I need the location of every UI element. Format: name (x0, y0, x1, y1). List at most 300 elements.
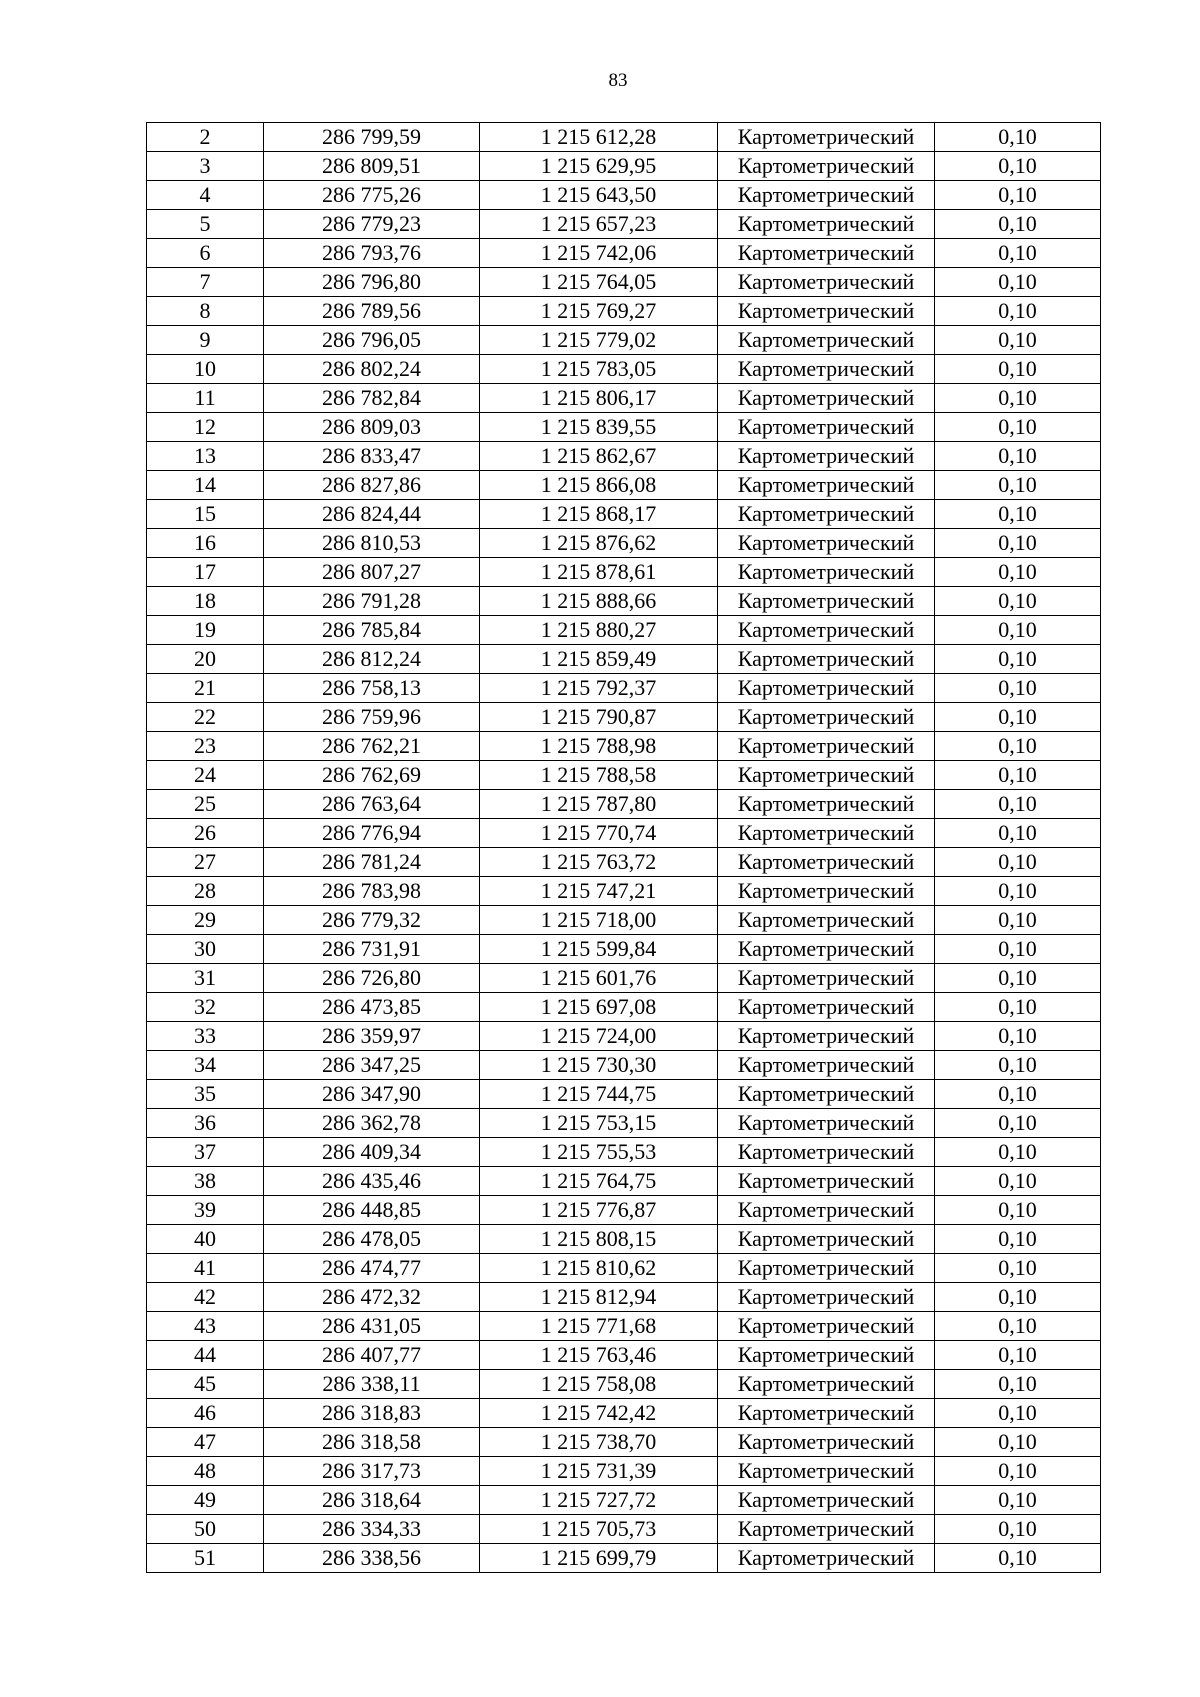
accuracy-cell: 0,10 (935, 790, 1101, 819)
x-coordinate-cell: 286 762,69 (264, 761, 480, 790)
method-cell: Картометрический (718, 1486, 935, 1515)
table-row (147, 297, 1101, 326)
point-number-cell: 38 (147, 1167, 264, 1196)
x-coordinate-cell: 286 779,32 (264, 906, 480, 935)
method-cell: Картометрический (718, 1428, 935, 1457)
method-cell: Картометрический (718, 1109, 935, 1138)
y-coordinate-cell: 1 215 705,73 (480, 1515, 718, 1544)
accuracy-cell: 0,10 (935, 152, 1101, 181)
table-row (147, 500, 1101, 529)
x-coordinate-cell: 286 472,32 (264, 1283, 480, 1312)
method-cell: Картометрический (718, 1225, 935, 1254)
x-coordinate-cell: 286 318,64 (264, 1486, 480, 1515)
table-row (147, 877, 1101, 906)
y-coordinate-cell: 1 215 730,30 (480, 1051, 718, 1080)
accuracy-cell: 0,10 (935, 384, 1101, 413)
y-coordinate-cell: 1 215 601,76 (480, 964, 718, 993)
table-row (147, 703, 1101, 732)
accuracy-cell: 0,10 (935, 1486, 1101, 1515)
method-cell: Картометрический (718, 442, 935, 471)
method-cell: Картометрический (718, 732, 935, 761)
x-coordinate-cell: 286 783,98 (264, 877, 480, 906)
accuracy-cell: 0,10 (935, 1225, 1101, 1254)
table-row (147, 210, 1101, 239)
accuracy-cell: 0,10 (935, 674, 1101, 703)
accuracy-cell: 0,10 (935, 587, 1101, 616)
x-coordinate-cell: 286 407,77 (264, 1341, 480, 1370)
method-cell: Картометрический (718, 558, 935, 587)
point-number-cell: 17 (147, 558, 264, 587)
accuracy-cell: 0,10 (935, 1312, 1101, 1341)
y-coordinate-cell: 1 215 763,72 (480, 848, 718, 877)
method-cell: Картометрический (718, 587, 935, 616)
point-number-cell: 47 (147, 1428, 264, 1457)
method-cell: Картометрический (718, 1051, 935, 1080)
point-number-cell: 6 (147, 239, 264, 268)
x-coordinate-cell: 286 796,80 (264, 268, 480, 297)
method-cell: Картометрический (718, 1312, 935, 1341)
accuracy-cell: 0,10 (935, 210, 1101, 239)
accuracy-cell: 0,10 (935, 819, 1101, 848)
x-coordinate-cell: 286 809,51 (264, 152, 480, 181)
method-cell: Картометрический (718, 500, 935, 529)
point-number-cell: 31 (147, 964, 264, 993)
method-cell: Картометрический (718, 1283, 935, 1312)
y-coordinate-cell: 1 215 643,50 (480, 181, 718, 210)
table-row (147, 1109, 1101, 1138)
x-coordinate-cell: 286 791,28 (264, 587, 480, 616)
method-cell: Картометрический (718, 326, 935, 355)
table-row (147, 1022, 1101, 1051)
table-row (147, 674, 1101, 703)
accuracy-cell: 0,10 (935, 732, 1101, 761)
y-coordinate-cell: 1 215 657,23 (480, 210, 718, 239)
x-coordinate-cell: 286 776,94 (264, 819, 480, 848)
accuracy-cell: 0,10 (935, 1080, 1101, 1109)
x-coordinate-cell: 286 789,56 (264, 297, 480, 326)
x-coordinate-cell: 286 762,21 (264, 732, 480, 761)
method-cell: Картометрический (718, 1196, 935, 1225)
point-number-cell: 32 (147, 993, 264, 1022)
y-coordinate-cell: 1 215 738,70 (480, 1428, 718, 1457)
accuracy-cell: 0,10 (935, 1544, 1101, 1573)
point-number-cell: 42 (147, 1283, 264, 1312)
y-coordinate-cell: 1 215 779,02 (480, 326, 718, 355)
x-coordinate-cell: 286 731,91 (264, 935, 480, 964)
accuracy-cell: 0,10 (935, 1196, 1101, 1225)
method-cell: Картометрический (718, 674, 935, 703)
point-number-cell: 10 (147, 355, 264, 384)
method-cell: Картометрический (718, 935, 935, 964)
x-coordinate-cell: 286 359,97 (264, 1022, 480, 1051)
table-row (147, 384, 1101, 413)
y-coordinate-cell: 1 215 769,27 (480, 297, 718, 326)
method-cell: Картометрический (718, 877, 935, 906)
x-coordinate-cell: 286 431,05 (264, 1312, 480, 1341)
table-row (147, 1167, 1101, 1196)
point-number-cell: 5 (147, 210, 264, 239)
accuracy-cell: 0,10 (935, 239, 1101, 268)
table-row (147, 1486, 1101, 1515)
point-number-cell: 27 (147, 848, 264, 877)
y-coordinate-cell: 1 215 697,08 (480, 993, 718, 1022)
table-row (147, 1341, 1101, 1370)
y-coordinate-cell: 1 215 699,79 (480, 1544, 718, 1573)
table-row (147, 152, 1101, 181)
y-coordinate-cell: 1 215 880,27 (480, 616, 718, 645)
table-row (147, 790, 1101, 819)
point-number-cell: 48 (147, 1457, 264, 1486)
point-number-cell: 19 (147, 616, 264, 645)
method-cell: Картометрический (718, 1341, 935, 1370)
method-cell: Картометрический (718, 616, 935, 645)
accuracy-cell: 0,10 (935, 1457, 1101, 1486)
y-coordinate-cell: 1 215 764,75 (480, 1167, 718, 1196)
point-number-cell: 12 (147, 413, 264, 442)
y-coordinate-cell: 1 215 742,42 (480, 1399, 718, 1428)
x-coordinate-cell: 286 799,59 (264, 123, 480, 152)
point-number-cell: 18 (147, 587, 264, 616)
accuracy-cell: 0,10 (935, 1399, 1101, 1428)
point-number-cell: 35 (147, 1080, 264, 1109)
y-coordinate-cell: 1 215 755,53 (480, 1138, 718, 1167)
point-number-cell: 33 (147, 1022, 264, 1051)
accuracy-cell: 0,10 (935, 1138, 1101, 1167)
accuracy-cell: 0,10 (935, 442, 1101, 471)
x-coordinate-cell: 286 807,27 (264, 558, 480, 587)
x-coordinate-cell: 286 318,83 (264, 1399, 480, 1428)
y-coordinate-cell: 1 215 776,87 (480, 1196, 718, 1225)
accuracy-cell: 0,10 (935, 1283, 1101, 1312)
y-coordinate-cell: 1 215 868,17 (480, 500, 718, 529)
method-cell: Картометрический (718, 1138, 935, 1167)
x-coordinate-cell: 286 802,24 (264, 355, 480, 384)
table-row (147, 848, 1101, 877)
point-number-cell: 30 (147, 935, 264, 964)
y-coordinate-cell: 1 215 783,05 (480, 355, 718, 384)
accuracy-cell: 0,10 (935, 935, 1101, 964)
x-coordinate-cell: 286 781,24 (264, 848, 480, 877)
table-row (147, 558, 1101, 587)
method-cell: Картометрический (718, 819, 935, 848)
table-row (147, 471, 1101, 500)
method-cell: Картометрический (718, 239, 935, 268)
point-number-cell: 44 (147, 1341, 264, 1370)
x-coordinate-cell: 286 362,78 (264, 1109, 480, 1138)
y-coordinate-cell: 1 215 758,08 (480, 1370, 718, 1399)
point-number-cell: 3 (147, 152, 264, 181)
method-cell: Картометрический (718, 761, 935, 790)
accuracy-cell: 0,10 (935, 616, 1101, 645)
point-number-cell: 11 (147, 384, 264, 413)
y-coordinate-cell: 1 215 742,06 (480, 239, 718, 268)
point-number-cell: 49 (147, 1486, 264, 1515)
table-row (147, 442, 1101, 471)
method-cell: Картометрический (718, 384, 935, 413)
accuracy-cell: 0,10 (935, 471, 1101, 500)
table-row (147, 1312, 1101, 1341)
y-coordinate-cell: 1 215 744,75 (480, 1080, 718, 1109)
table-row (147, 616, 1101, 645)
table-row (147, 1080, 1101, 1109)
y-coordinate-cell: 1 215 808,15 (480, 1225, 718, 1254)
y-coordinate-cell: 1 215 764,05 (480, 268, 718, 297)
method-cell: Картометрический (718, 471, 935, 500)
x-coordinate-cell: 286 435,46 (264, 1167, 480, 1196)
accuracy-cell: 0,10 (935, 326, 1101, 355)
point-number-cell: 51 (147, 1544, 264, 1573)
accuracy-cell: 0,10 (935, 1341, 1101, 1370)
method-cell: Картометрический (718, 993, 935, 1022)
x-coordinate-cell: 286 782,84 (264, 384, 480, 413)
accuracy-cell: 0,10 (935, 993, 1101, 1022)
accuracy-cell: 0,10 (935, 877, 1101, 906)
point-number-cell: 8 (147, 297, 264, 326)
accuracy-cell: 0,10 (935, 529, 1101, 558)
y-coordinate-cell: 1 215 806,17 (480, 384, 718, 413)
table-row (147, 239, 1101, 268)
point-number-cell: 4 (147, 181, 264, 210)
method-cell: Картометрический (718, 355, 935, 384)
point-number-cell: 39 (147, 1196, 264, 1225)
point-number-cell: 25 (147, 790, 264, 819)
table-row (147, 326, 1101, 355)
point-number-cell: 26 (147, 819, 264, 848)
accuracy-cell: 0,10 (935, 848, 1101, 877)
method-cell: Картометрический (718, 152, 935, 181)
accuracy-cell: 0,10 (935, 906, 1101, 935)
method-cell: Картометрический (718, 906, 935, 935)
point-number-cell: 21 (147, 674, 264, 703)
method-cell: Картометрический (718, 1515, 935, 1544)
y-coordinate-cell: 1 215 770,74 (480, 819, 718, 848)
point-number-cell: 23 (147, 732, 264, 761)
x-coordinate-cell: 286 347,25 (264, 1051, 480, 1080)
x-coordinate-cell: 286 448,85 (264, 1196, 480, 1225)
point-number-cell: 45 (147, 1370, 264, 1399)
table-row (147, 645, 1101, 674)
x-coordinate-cell: 286 317,73 (264, 1457, 480, 1486)
table-row (147, 1283, 1101, 1312)
y-coordinate-cell: 1 215 878,61 (480, 558, 718, 587)
table-row (147, 268, 1101, 297)
table-row (147, 1196, 1101, 1225)
x-coordinate-cell: 286 785,84 (264, 616, 480, 645)
method-cell: Картометрический (718, 703, 935, 732)
point-number-cell: 41 (147, 1254, 264, 1283)
x-coordinate-cell: 286 809,03 (264, 413, 480, 442)
point-number-cell: 29 (147, 906, 264, 935)
y-coordinate-cell: 1 215 788,58 (480, 761, 718, 790)
x-coordinate-cell: 286 334,33 (264, 1515, 480, 1544)
x-coordinate-cell: 286 810,53 (264, 529, 480, 558)
table-row (147, 732, 1101, 761)
y-coordinate-cell: 1 215 727,72 (480, 1486, 718, 1515)
coordinates-table (146, 122, 1101, 1573)
table-row (147, 819, 1101, 848)
table-row (147, 587, 1101, 616)
method-cell: Картометрический (718, 1399, 935, 1428)
table-row (147, 906, 1101, 935)
point-number-cell: 40 (147, 1225, 264, 1254)
method-cell: Картометрический (718, 848, 935, 877)
y-coordinate-cell: 1 215 787,80 (480, 790, 718, 819)
x-coordinate-cell: 286 338,11 (264, 1370, 480, 1399)
table-row (147, 529, 1101, 558)
method-cell: Картометрический (718, 1022, 935, 1051)
accuracy-cell: 0,10 (935, 181, 1101, 210)
point-number-cell: 9 (147, 326, 264, 355)
y-coordinate-cell: 1 215 839,55 (480, 413, 718, 442)
y-coordinate-cell: 1 215 747,21 (480, 877, 718, 906)
table-row (147, 123, 1101, 152)
x-coordinate-cell: 286 775,26 (264, 181, 480, 210)
accuracy-cell: 0,10 (935, 645, 1101, 674)
y-coordinate-cell: 1 215 612,28 (480, 123, 718, 152)
table-row (147, 1515, 1101, 1544)
point-number-cell: 46 (147, 1399, 264, 1428)
method-cell: Картометрический (718, 529, 935, 558)
method-cell: Картометрический (718, 645, 935, 674)
table-row (147, 1254, 1101, 1283)
page-number: 83 (608, 70, 628, 91)
method-cell: Картометрический (718, 964, 935, 993)
x-coordinate-cell: 286 824,44 (264, 500, 480, 529)
x-coordinate-cell: 286 793,76 (264, 239, 480, 268)
method-cell: Картометрический (718, 297, 935, 326)
accuracy-cell: 0,10 (935, 413, 1101, 442)
method-cell: Картометрический (718, 1370, 935, 1399)
x-coordinate-cell: 286 812,24 (264, 645, 480, 674)
method-cell: Картометрический (718, 1080, 935, 1109)
table-row (147, 1051, 1101, 1080)
y-coordinate-cell: 1 215 599,84 (480, 935, 718, 964)
table-row (147, 181, 1101, 210)
y-coordinate-cell: 1 215 862,67 (480, 442, 718, 471)
accuracy-cell: 0,10 (935, 703, 1101, 732)
y-coordinate-cell: 1 215 866,08 (480, 471, 718, 500)
y-coordinate-cell: 1 215 888,66 (480, 587, 718, 616)
point-number-cell: 20 (147, 645, 264, 674)
point-number-cell: 28 (147, 877, 264, 906)
accuracy-cell: 0,10 (935, 1022, 1101, 1051)
y-coordinate-cell: 1 215 629,95 (480, 152, 718, 181)
accuracy-cell: 0,10 (935, 964, 1101, 993)
method-cell: Картометрический (718, 181, 935, 210)
y-coordinate-cell: 1 215 731,39 (480, 1457, 718, 1486)
point-number-cell: 37 (147, 1138, 264, 1167)
table-row (147, 935, 1101, 964)
x-coordinate-cell: 286 347,90 (264, 1080, 480, 1109)
table-row (147, 1544, 1101, 1573)
y-coordinate-cell: 1 215 753,15 (480, 1109, 718, 1138)
y-coordinate-cell: 1 215 810,62 (480, 1254, 718, 1283)
x-coordinate-cell: 286 318,58 (264, 1428, 480, 1457)
y-coordinate-cell: 1 215 771,68 (480, 1312, 718, 1341)
table-row (147, 993, 1101, 1022)
x-coordinate-cell: 286 474,77 (264, 1254, 480, 1283)
accuracy-cell: 0,10 (935, 268, 1101, 297)
accuracy-cell: 0,10 (935, 297, 1101, 326)
method-cell: Картометрический (718, 268, 935, 297)
point-number-cell: 7 (147, 268, 264, 297)
table-row (147, 1399, 1101, 1428)
y-coordinate-cell: 1 215 763,46 (480, 1341, 718, 1370)
method-cell: Картометрический (718, 123, 935, 152)
point-number-cell: 24 (147, 761, 264, 790)
table-row (147, 761, 1101, 790)
accuracy-cell: 0,10 (935, 1051, 1101, 1080)
point-number-cell: 2 (147, 123, 264, 152)
x-coordinate-cell: 286 833,47 (264, 442, 480, 471)
x-coordinate-cell: 286 409,34 (264, 1138, 480, 1167)
point-number-cell: 50 (147, 1515, 264, 1544)
point-number-cell: 43 (147, 1312, 264, 1341)
method-cell: Картометрический (718, 210, 935, 239)
accuracy-cell: 0,10 (935, 1254, 1101, 1283)
table-row (147, 1225, 1101, 1254)
point-number-cell: 16 (147, 529, 264, 558)
point-number-cell: 13 (147, 442, 264, 471)
x-coordinate-cell: 286 763,64 (264, 790, 480, 819)
accuracy-cell: 0,10 (935, 1428, 1101, 1457)
table-row (147, 1370, 1101, 1399)
accuracy-cell: 0,10 (935, 1109, 1101, 1138)
table-row (147, 1138, 1101, 1167)
point-number-cell: 14 (147, 471, 264, 500)
accuracy-cell: 0,10 (935, 1370, 1101, 1399)
accuracy-cell: 0,10 (935, 761, 1101, 790)
method-cell: Картометрический (718, 1167, 935, 1196)
y-coordinate-cell: 1 215 718,00 (480, 906, 718, 935)
method-cell: Картометрический (718, 1544, 935, 1573)
coordinates-table-body (147, 123, 1101, 1573)
x-coordinate-cell: 286 473,85 (264, 993, 480, 1022)
x-coordinate-cell: 286 779,23 (264, 210, 480, 239)
x-coordinate-cell: 286 478,05 (264, 1225, 480, 1254)
y-coordinate-cell: 1 215 812,94 (480, 1283, 718, 1312)
table-row (147, 1457, 1101, 1486)
accuracy-cell: 0,10 (935, 500, 1101, 529)
accuracy-cell: 0,10 (935, 1167, 1101, 1196)
table-row (147, 355, 1101, 384)
x-coordinate-cell: 286 758,13 (264, 674, 480, 703)
table-row (147, 1428, 1101, 1457)
point-number-cell: 15 (147, 500, 264, 529)
y-coordinate-cell: 1 215 792,37 (480, 674, 718, 703)
x-coordinate-cell: 286 338,56 (264, 1544, 480, 1573)
x-coordinate-cell: 286 759,96 (264, 703, 480, 732)
method-cell: Картометрический (718, 1254, 935, 1283)
y-coordinate-cell: 1 215 859,49 (480, 645, 718, 674)
point-number-cell: 36 (147, 1109, 264, 1138)
y-coordinate-cell: 1 215 724,00 (480, 1022, 718, 1051)
method-cell: Картометрический (718, 413, 935, 442)
accuracy-cell: 0,10 (935, 355, 1101, 384)
accuracy-cell: 0,10 (935, 1515, 1101, 1544)
x-coordinate-cell: 286 827,86 (264, 471, 480, 500)
x-coordinate-cell: 286 726,80 (264, 964, 480, 993)
table-row (147, 413, 1101, 442)
y-coordinate-cell: 1 215 790,87 (480, 703, 718, 732)
y-coordinate-cell: 1 215 876,62 (480, 529, 718, 558)
x-coordinate-cell: 286 796,05 (264, 326, 480, 355)
accuracy-cell: 0,10 (935, 558, 1101, 587)
point-number-cell: 34 (147, 1051, 264, 1080)
y-coordinate-cell: 1 215 788,98 (480, 732, 718, 761)
method-cell: Картометрический (718, 790, 935, 819)
point-number-cell: 22 (147, 703, 264, 732)
